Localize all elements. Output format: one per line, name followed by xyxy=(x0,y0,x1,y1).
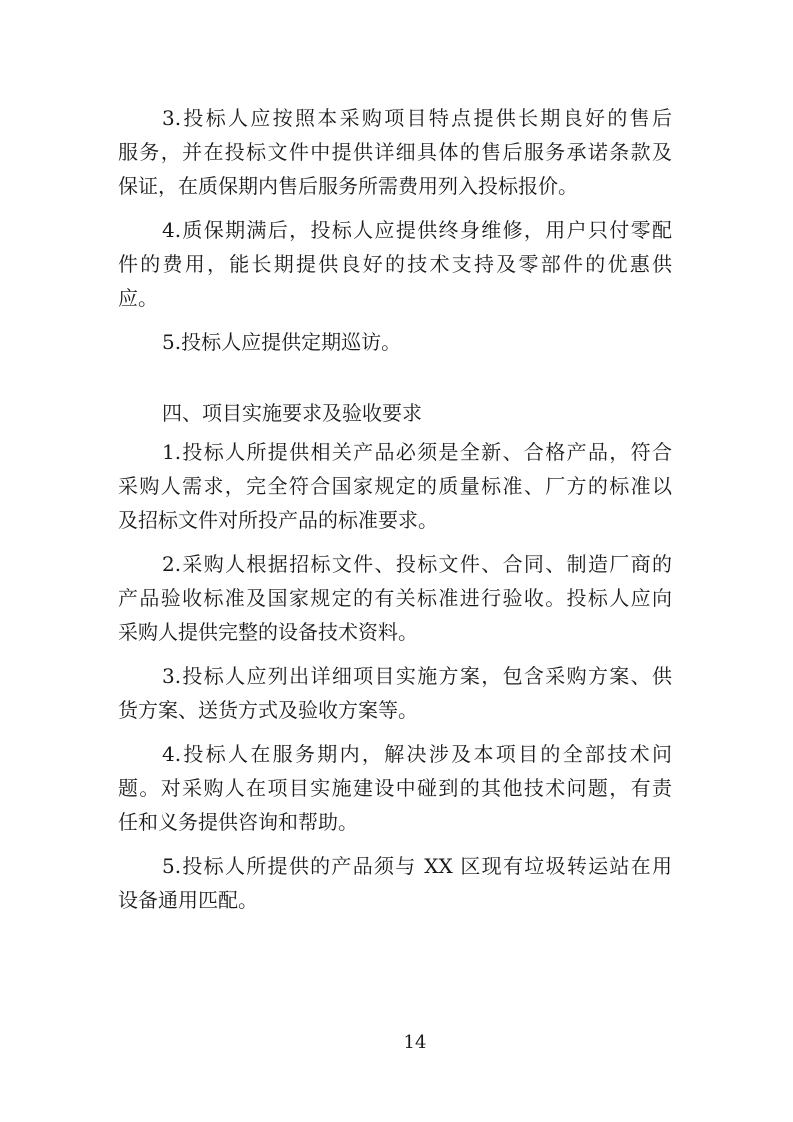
text-line: 1.投标人所提供相关产品必须是全新、合格产品，符合 xyxy=(162,440,672,464)
document-body xyxy=(118,101,672,917)
text-line: 采购人提供完整的设备技术资料。 xyxy=(118,620,418,644)
text-line: 4.投标人在服务期内，解决涉及本项目的全部技术问 xyxy=(162,742,672,766)
text-line: 题。对采购人在项目实施建设中碰到的其他技术问题，有责 xyxy=(118,776,672,800)
text-line: 产品验收标准及国家规定的有关标准进行验收。投标人应向 xyxy=(118,586,672,610)
paragraph-acceptance xyxy=(118,547,672,649)
paragraph-warranty-expiry xyxy=(118,213,672,315)
page-number: 14 xyxy=(403,1032,427,1053)
paragraph-technical-support xyxy=(118,737,672,839)
text-line: 任和义务提供咨询和帮助。 xyxy=(118,810,358,834)
paragraph-regular-visits xyxy=(118,325,672,359)
text-line: 4.质保期满后，投标人应提供终身维修，用户只付零配 xyxy=(162,218,672,242)
text-line: 3.投标人应按照本采购项目特点提供长期良好的售后 xyxy=(162,106,672,130)
text-line: 及招标文件对所投产品的标准要求。 xyxy=(118,508,438,532)
section-heading: 四、项目实施要求及验收要求 xyxy=(162,401,422,425)
text-line: 保证，在质保期内售后服务所需费用列入投标报价。 xyxy=(118,174,578,198)
text-line: 采购人需求，完全符合国家规定的质量标准、厂方的标准以 xyxy=(118,474,672,498)
paragraph-compatibility xyxy=(118,849,672,917)
text-line: 件的费用，能长期提供良好的技术支持及零部件的优惠供 xyxy=(118,252,672,276)
text-line: 货方案、送货方式及验收方案等。 xyxy=(118,698,418,722)
text-line: 服务，并在投标文件中提供详细具体的售后服务承诺条款及 xyxy=(118,140,672,164)
text-line: 设备通用匹配。 xyxy=(118,888,258,912)
text-line: 应。 xyxy=(118,286,158,310)
text-line: 2.采购人根据招标文件、投标文件、合同、制造厂商的 xyxy=(162,552,672,576)
paragraph-implementation-plan xyxy=(118,659,672,727)
paragraph-product-requirements xyxy=(118,435,672,537)
text-line: 5.投标人所提供的产品须与 XX 区现有垃圾转运站在用 xyxy=(162,854,672,878)
text-line: 5.投标人应提供定期巡访。 xyxy=(162,330,402,354)
text-line: 3.投标人应列出详细项目实施方案，包含采购方案、供 xyxy=(162,664,672,688)
paragraph-aftersales-service xyxy=(118,101,672,203)
